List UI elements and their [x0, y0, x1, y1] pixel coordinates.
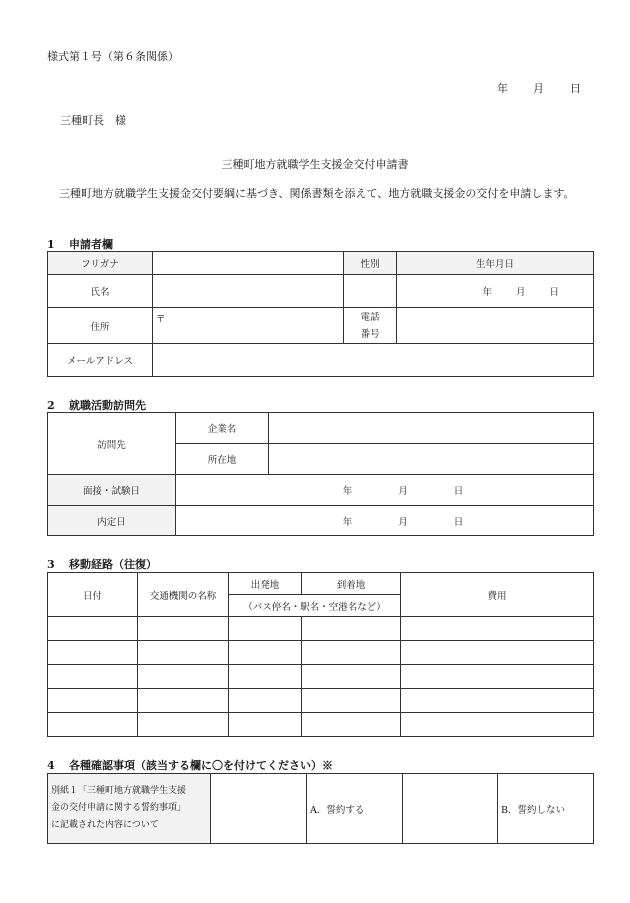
section-3-number: 3	[47, 558, 55, 571]
pledge-option-b: B．誓約しない	[498, 774, 594, 844]
birth-day: 日	[549, 287, 559, 298]
offer-date-label: 内定日	[48, 506, 176, 536]
route-cell[interactable]	[302, 641, 401, 665]
interview-year: 年	[342, 486, 353, 497]
route-cell[interactable]	[48, 713, 138, 737]
pledge-b-check-cell[interactable]	[403, 774, 498, 844]
route-cell[interactable]	[138, 713, 229, 737]
route-cell[interactable]	[401, 641, 594, 665]
applicant-table	[47, 251, 594, 377]
route-departure-header: 出発地	[229, 573, 302, 595]
postal-mark: 〒	[156, 314, 166, 325]
furigana-label: フリガナ	[48, 252, 153, 275]
pledge-desc-line3: に記載された内容について	[51, 820, 159, 830]
route-cell[interactable]	[229, 713, 302, 737]
section-4-title: 各種確認事項（該当する欄に〇を付けてください）※	[69, 759, 333, 772]
interview-date-label: 面接・試験日	[48, 475, 176, 506]
section-1-title: 申請者欄	[69, 238, 113, 251]
route-cell[interactable]	[401, 689, 594, 713]
route-table	[47, 572, 594, 737]
name-field[interactable]	[153, 275, 344, 308]
route-cell[interactable]	[229, 641, 302, 665]
section-4-heading	[47, 757, 333, 773]
addressee: 三種町長 様	[60, 114, 126, 127]
header-date-month: 月	[533, 82, 544, 95]
form-title: 三種町地方就職学生支援金交付申請書	[221, 158, 409, 171]
section-1-number: 1	[47, 238, 55, 251]
offer-year: 年	[342, 516, 353, 528]
route-cell[interactable]	[229, 689, 302, 713]
route-cell[interactable]	[138, 617, 229, 641]
form-body-text: 三種町地方就職学生支援金交付要綱に基づき、関係書類を添えて、地方就職支援金の交付を申請します。	[59, 187, 575, 200]
phone-label-line1: 電話	[360, 311, 380, 323]
section-3-heading	[47, 556, 157, 572]
email-label: メールアドレス	[48, 344, 153, 377]
email-field[interactable]	[153, 344, 594, 377]
route-cell[interactable]	[138, 641, 229, 665]
pledge-desc-line2: 金の交付申請に関する誓約事項」	[51, 803, 187, 813]
route-cost-header: 費用	[401, 573, 594, 617]
route-arrival-header: 到着地	[302, 573, 401, 595]
route-cell[interactable]	[401, 713, 594, 737]
address-field[interactable]	[153, 308, 344, 344]
pledge-desc-line1: 別紙１「三種町地方就職学生支援	[51, 786, 187, 796]
company-field[interactable]	[269, 413, 594, 444]
birth-month: 月	[515, 287, 526, 298]
route-cell[interactable]	[302, 713, 401, 737]
confirmation-table	[47, 773, 594, 844]
phone-label	[344, 308, 397, 344]
table-row	[48, 689, 594, 713]
location-field[interactable]	[269, 444, 594, 475]
interview-date-field[interactable]	[176, 475, 594, 506]
form-number: 様式第１号（第６条関係）	[47, 50, 179, 63]
visit-dest-label: 訪問先	[48, 413, 176, 475]
route-cell[interactable]	[48, 617, 138, 641]
offer-date-field[interactable]	[176, 506, 594, 536]
section-4-number: 4	[47, 759, 55, 772]
table-row	[48, 617, 594, 641]
phone-field[interactable]	[397, 308, 594, 344]
route-cell[interactable]	[229, 617, 302, 641]
interview-month: 月	[398, 486, 408, 497]
section-2-heading	[47, 397, 146, 413]
route-cell[interactable]	[48, 689, 138, 713]
interview-day: 日	[453, 486, 464, 497]
table-row	[48, 713, 594, 737]
birthdate-label: 生年月日	[397, 252, 594, 275]
route-cell[interactable]	[229, 665, 302, 689]
route-date-header: 日付	[48, 573, 138, 617]
route-cell[interactable]	[138, 665, 229, 689]
pledge-description	[48, 774, 211, 844]
route-cell[interactable]	[401, 665, 594, 689]
section-2-title: 就職活動訪問先	[69, 399, 146, 412]
table-row	[48, 641, 594, 665]
name-label: 氏名	[48, 275, 153, 308]
birthdate-field[interactable]	[397, 275, 594, 308]
pledge-a-check-cell[interactable]	[211, 774, 307, 844]
route-place-note: （バス停名・駅名・空港名など）	[229, 595, 401, 617]
company-label: 企業名	[176, 413, 269, 444]
route-cell[interactable]	[48, 665, 138, 689]
address-label: 住所	[48, 308, 153, 344]
route-cell[interactable]	[302, 617, 401, 641]
section-3-title: 移動経路（往復）	[69, 558, 157, 571]
gender-field[interactable]	[344, 275, 397, 308]
location-label: 所在地	[176, 444, 269, 475]
route-cell[interactable]	[302, 665, 401, 689]
phone-label-line2: 番号	[360, 328, 380, 340]
section-1-heading	[47, 236, 113, 252]
offer-month: 月	[398, 516, 408, 528]
route-cell[interactable]	[401, 617, 594, 641]
route-cell[interactable]	[302, 689, 401, 713]
route-cell[interactable]	[48, 641, 138, 665]
visit-table	[47, 412, 594, 536]
birth-year: 年	[482, 287, 492, 298]
pledge-option-a: A．誓約する	[307, 774, 403, 844]
furigana-field[interactable]	[153, 252, 344, 275]
route-cell[interactable]	[138, 689, 229, 713]
header-date-day: 日	[570, 82, 581, 95]
table-row	[48, 665, 594, 689]
header-date-year: 年	[497, 82, 508, 95]
route-transport-header: 交通機関の名称	[138, 573, 229, 617]
section-2-number: 2	[47, 399, 55, 412]
offer-day: 日	[453, 516, 464, 528]
gender-label: 性別	[344, 252, 397, 275]
